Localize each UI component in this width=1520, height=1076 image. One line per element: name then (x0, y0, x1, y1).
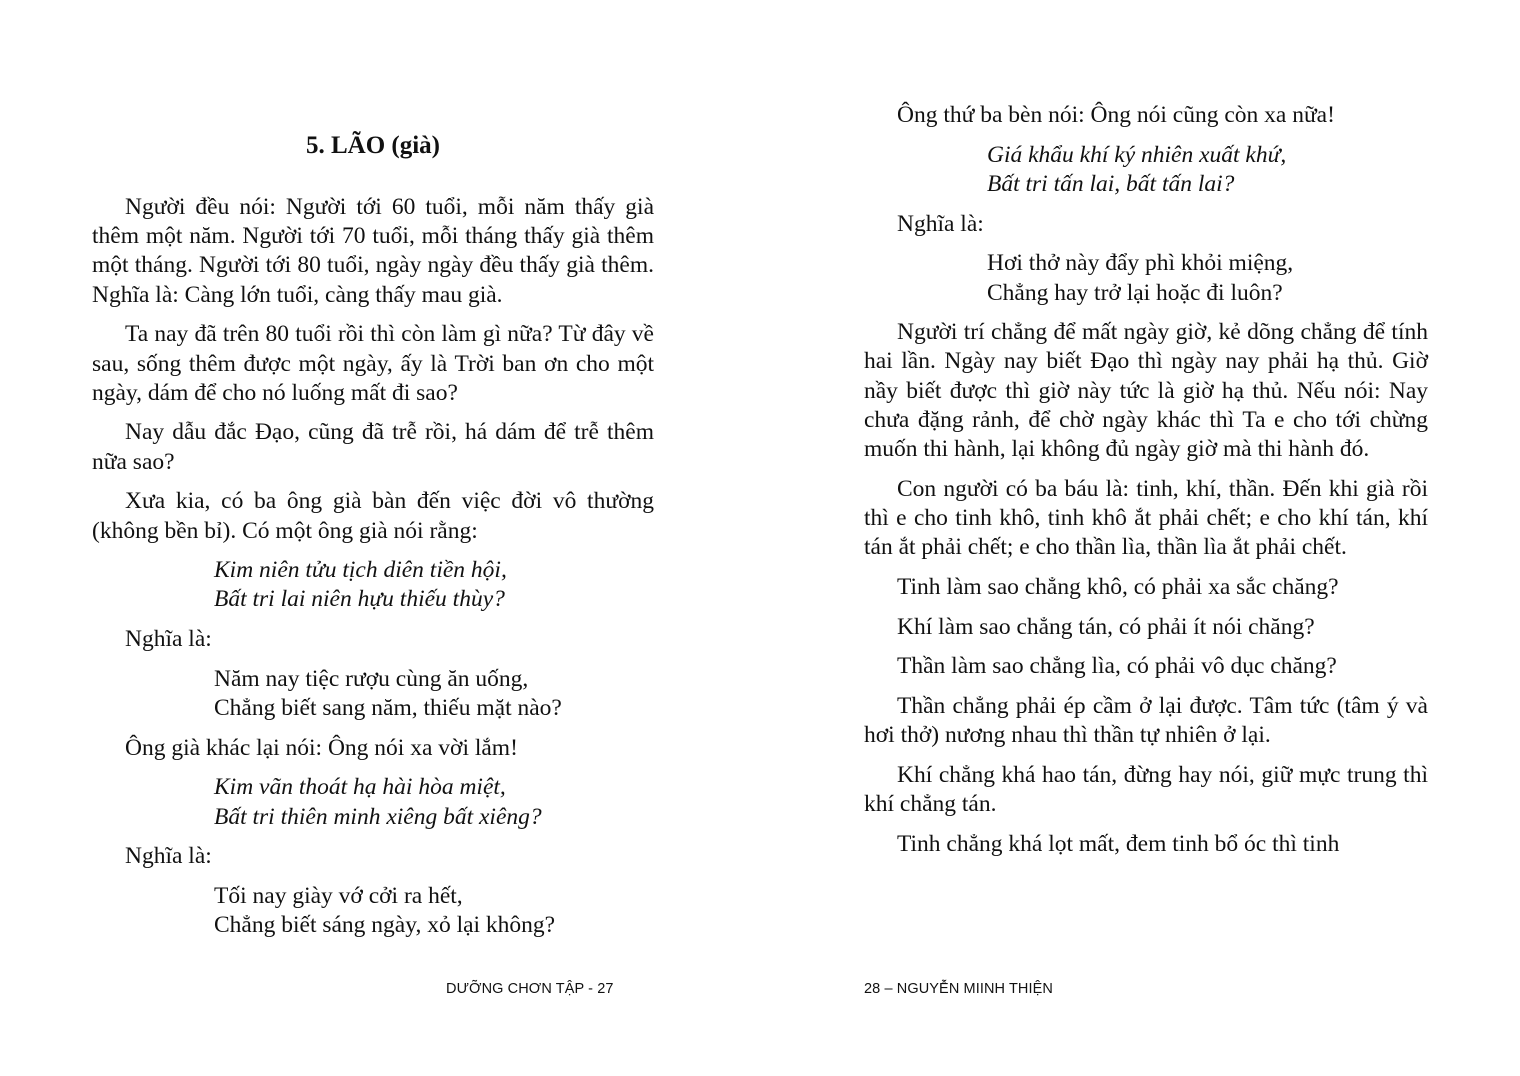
paragraph: Xưa kia, có ba ông già bàn đến việc đời vô thường (không bền bỉ). Có một ông già nói rằng: (92, 488, 654, 544)
verse-line: Năm nay tiệc rượu cùng ăn uống, (214, 665, 529, 692)
page-footer-right: 28 – NGUYỄN MIINH THIỆN (864, 981, 1053, 997)
paragraph: Người trí chẳng để mất ngày giờ, kẻ dõng chẳng để tính hai lần. Ngày nay biết Đạo thì ngày nay phải hạ thủ. Giờ nầy biết được thì giờ này tức là giờ hạ thủ. Nếu nói: Nay chưa đặng rảnh, để chờ ngày khác thì Ta e cho tới chừng muốn thi hành, lại không đủ ngày giờ mà thi hành đó. (864, 319, 1428, 463)
verse-line: Chẳng hay trở lại hoặc đi luôn? (987, 279, 1283, 306)
left-page (92, 0, 654, 1076)
verse-line: Tối nay giày vớ cởi ra hết, (214, 883, 463, 910)
verse-line: Kim niên tửu tịch diên tiền hội, (214, 557, 507, 584)
chapter-title: 5. LÃO (già) (305, 132, 441, 159)
meaning-label: Nghĩa là: (897, 210, 984, 237)
paragraph: Nay dẫu đắc Đạo, cũng đã trễ rồi, há dám để trễ thêm nữa sao? (92, 419, 654, 475)
right-page-content (864, 101, 1428, 869)
verse-translation (987, 249, 1428, 307)
verse-translation (214, 882, 654, 940)
verse-line: Bất tri thiên minh xiêng bất xiêng? (214, 803, 542, 830)
page-footer-left: DƯỠNG CHƠN TẬP - 27 (446, 981, 614, 997)
verse-line: Kim vãn thoát hạ hài hòa miệt, (214, 774, 506, 801)
right-page (864, 0, 1428, 1076)
paragraph: Thần chẳng phải ép cầm ở lại được. Tâm tức (tâm ý và hơi thở) nương nhau thì thần tự nhiên ở lại. (864, 692, 1428, 749)
verse-line: Bất tri lai niên hựu thiếu thùy? (214, 586, 505, 613)
verse-line: Chẳng biết sang năm, thiếu mặt nào? (214, 695, 562, 722)
meaning-label: Nghĩa là: (125, 843, 212, 870)
verse-original (214, 773, 654, 831)
paragraph: Khí chẳng khá hao tán, đừng hay nói, giữ mực trung thì khí chẳng tán. (864, 761, 1428, 818)
paragraph: Con người có ba báu là: tinh, khí, thần. Đến khi già rồi thì e cho tinh khô, tinh khô ắt phải chết; e cho khí tán, khí tán ắt phải chết; e cho thần lìa, thần lìa ắt phải chết. (864, 475, 1428, 561)
paragraph: Ông thứ ba bèn nói: Ông nói cũng còn xa nữa! (897, 102, 1335, 128)
paragraph: Thần làm sao chẳng lìa, có phải vô dục chăng? (897, 653, 1337, 680)
verse-line: Hơi thở này đẩy phì khỏi miệng, (987, 250, 1294, 277)
left-page-content (92, 129, 654, 951)
verse-line: Giá khẩu khí ký nhiên xuất khứ, (987, 141, 1287, 168)
paragraph: Ta nay đã trên 80 tuổi rồi thì còn làm gì nữa? Từ đây về sau, sống thêm được một ngày, ấy là Trời ban ơn cho một ngày, dám để cho nó luống mất đi sao? (92, 321, 654, 406)
verse-line: Bất tri tấn lai, bất tấn lai? (987, 170, 1235, 197)
verse-original (987, 141, 1428, 199)
paragraph: Khí làm sao chẳng tán, có phải ít nói chăng? (897, 613, 1315, 640)
verse-line: Chẳng biết sáng ngày, xỏ lại không? (214, 912, 556, 939)
verse-translation (214, 665, 654, 723)
verse-original (214, 556, 654, 614)
paragraph: Tinh chẳng khá lọt mất, đem tinh bổ óc thì tinh (897, 830, 1340, 857)
paragraph: Tinh làm sao chẳng khô, có phải xa sắc chăng? (897, 573, 1339, 600)
paragraph: Người đều nói: Người tới 60 tuổi, mỗi năm thấy già thêm một năm. Người tới 70 tuổi, mỗi tháng thấy già thêm một tháng. Người tới 80 tuổi, ngày ngày đều thấy già thêm. Nghĩa là: Càng lớn tuổi, càng thấy mau già. (92, 194, 654, 308)
paragraph: Ông già khác lại nói: Ông nói xa vời lắm! (125, 734, 518, 761)
meaning-label: Nghĩa là: (125, 626, 212, 653)
